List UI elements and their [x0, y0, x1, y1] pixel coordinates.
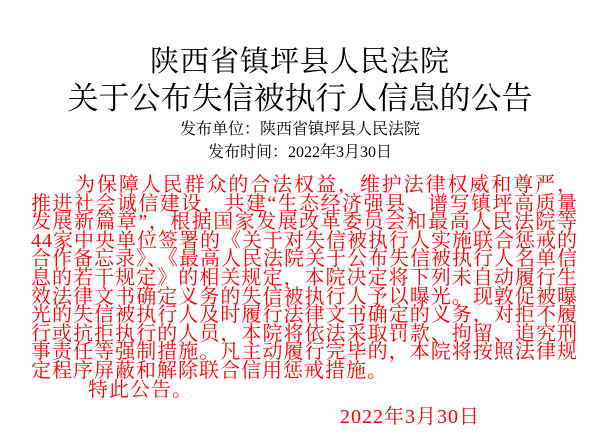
announcement-body: [31, 176, 578, 427]
publish-date-line: 发布时间：2022年3月30日: [207, 144, 392, 161]
signature-date: 2022年3月30日: [340, 405, 480, 428]
court-name-title: 陕西省镇坪县人民法院: [149, 46, 450, 78]
announcement-title: 关于公布失信被执行人信息的公告: [67, 81, 533, 116]
closing-statement: 特此公告。: [88, 378, 193, 401]
publisher-line: 发布单位：陕西省镇坪县人民法院: [179, 121, 420, 138]
document-header: [0, 0, 600, 164]
announcement-paragraph: 为保障人民群众的合法权益，维护法律权威和尊严，推进社会诚信建设，共建“生态经济强县、谱写镇坪高质量发展新篇章”，根据国家发展改革委员会和最高人民法院等44家中央单位签署的《关于对失信被执行人实施联合惩戒的合作备忘录》、《最高人民法院关于公布失信被执行人名单信息的若干规定》的相关规定，本院决定将下列未自动履行生效法律文书确定义务的失信被执行人予以曝光。现敦促被曝光的失信被执行人及时履行法律文书确定的义务，对拒不履行或抗拒执行的人员，本院将依法采取罚款、拘留、追究刑事责任等强制措施。凡主动履行完毕的，本院将按照法律规定程序屏蔽和解除联合信用惩戒措施。: [31, 174, 578, 382]
